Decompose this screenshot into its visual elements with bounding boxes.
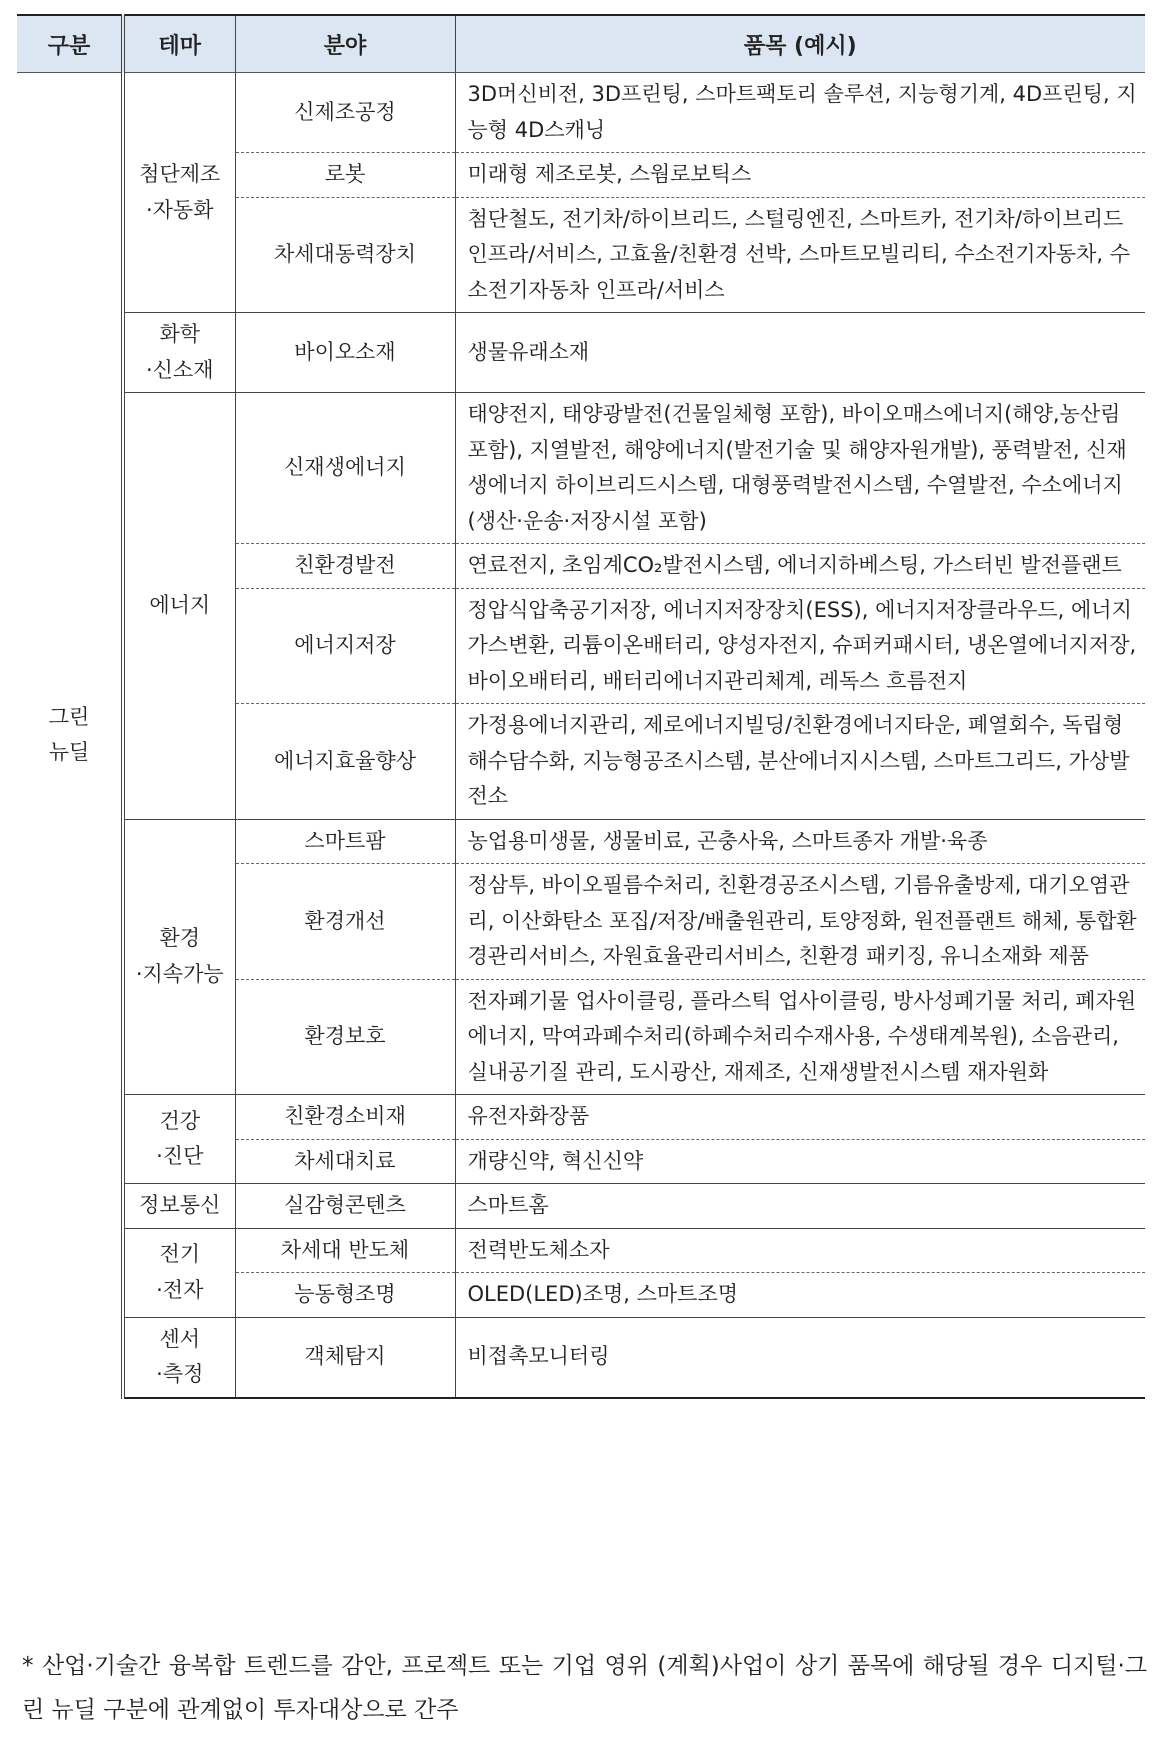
theme-cell: 센서 ·측정 — [123, 1317, 235, 1398]
items-cell: 정압식압축공기저장, 에너지저장장치(ESS), 에너지저장클라우드, 에너지가스변환, 리튬이온배터리, 양성자전지, 슈퍼커패시터, 냉온열에너지저장, 바이오배터리, 배터리에너지관리체계, 레독스 흐름전지 — [455, 588, 1145, 704]
table-container — [17, 14, 1145, 1399]
field-cell: 친환경발전 — [235, 544, 455, 589]
table-body — [17, 73, 1145, 1398]
field-cell: 차세대 반도체 — [235, 1228, 455, 1273]
theme-cell: 첨단제조 ·자동화 — [123, 73, 235, 313]
items-cell: 전력반도체소자 — [455, 1228, 1145, 1273]
items-cell: 유전자화장품 — [455, 1095, 1145, 1140]
table-row — [17, 1317, 1145, 1398]
table-row — [17, 1184, 1145, 1229]
investment-items-table — [17, 14, 1145, 1399]
items-cell: 첨단철도, 전기차/하이브리드, 스털링엔진, 스마트카, 전기차/하이브리드 인프라/서비스, 고효율/친환경 선박, 스마트모빌리티, 수소전기자동차, 수소전기자동차 인프라/서비스 — [455, 197, 1145, 313]
table-row — [17, 819, 1145, 864]
field-cell: 능동형조명 — [235, 1273, 455, 1318]
table-row — [17, 1095, 1145, 1140]
table-row — [17, 73, 1145, 153]
items-cell: 정삼투, 바이오필름수처리, 친환경공조시스템, 기름유출방제, 대기오염관리, 이산화탄소 포집/저장/배출원관리, 토양정화, 원전플랜트 해체, 통합환경관리서비스, 자원효율관리서비스, 친환경 패키징, 유니소재화 제품 — [455, 864, 1145, 980]
items-cell: 3D머신비전, 3D프린팅, 스마트팩토리 솔루션, 지능형기계, 4D프린팅, 지능형 4D스캐닝 — [455, 73, 1145, 153]
items-cell: 스마트홈 — [455, 1184, 1145, 1229]
items-cell: 전자폐기물 업사이클링, 플라스틱 업사이클링, 방사성폐기물 처리, 폐자원에너지, 막여과폐수처리(하폐수처리수재사용, 수생태계복원), 소음관리, 실내공기질 관리, 도시광산, 재제조, 신재생발전시스템 재자원화 — [455, 979, 1145, 1095]
theme-cell: 전기 ·전자 — [123, 1228, 235, 1317]
table-row — [17, 1228, 1145, 1273]
header-division: 구분 — [17, 15, 123, 73]
field-cell: 객체탐지 — [235, 1317, 455, 1398]
field-cell: 로봇 — [235, 153, 455, 198]
items-cell: 가정용에너지관리, 제로에너지빌딩/친환경에너지타운, 폐열회수, 독립형해수담수화, 지능형공조시스템, 분산에너지시스템, 스마트그리드, 가상발전소 — [455, 704, 1145, 820]
theme-cell: 건강 ·진단 — [123, 1095, 235, 1184]
header-field: 분야 — [235, 15, 455, 73]
theme-cell: 화학 ·신소재 — [123, 313, 235, 393]
field-cell: 친환경소비재 — [235, 1095, 455, 1140]
field-cell: 실감형콘텐츠 — [235, 1184, 455, 1229]
items-cell: 태양전지, 태양광발전(건물일체형 포함), 바이오매스에너지(해양,농산림 포함), 지열발전, 해양에너지(발전기술 및 해양자원개발), 풍력발전, 신재생에너지 하이브리드시스템, 대형풍력발전시스템, 수열발전, 수소에너지(생산·운송·저장시설 포함) — [455, 393, 1145, 544]
items-cell: OLED(LED)조명, 스마트조명 — [455, 1273, 1145, 1318]
field-cell: 신재생에너지 — [235, 393, 455, 544]
header-items: 품목 (예시) — [455, 15, 1145, 73]
items-cell: 미래형 제조로봇, 스웜로보틱스 — [455, 153, 1145, 198]
field-cell: 에너지효율향상 — [235, 704, 455, 820]
header-row — [17, 15, 1145, 73]
division-cell: 그린 뉴딜 — [48, 704, 90, 765]
items-cell: 생물유래소재 — [455, 313, 1145, 393]
theme-cell: 정보통신 — [123, 1184, 235, 1229]
items-cell: 개량신약, 혁신신약 — [455, 1139, 1145, 1184]
field-cell: 환경보호 — [235, 979, 455, 1095]
field-cell: 바이오소재 — [235, 313, 455, 393]
theme-cell: 에너지 — [123, 393, 235, 820]
table-row — [17, 313, 1145, 393]
field-cell: 차세대치료 — [235, 1139, 455, 1184]
header-theme: 테마 — [123, 15, 235, 73]
footnote: * 산업·기술간 융복합 트렌드를 감안, 프로젝트 또는 기업 영위 (계획)사업이 상기 품목에 해당될 경우 디지털·그린 뉴딜 구분에 관계없이 투자대상으로 간주 — [22, 1653, 1147, 1723]
theme-cell: 환경 ·지속가능 — [123, 819, 235, 1095]
field-cell: 차세대동력장치 — [235, 197, 455, 313]
field-cell: 신제조공정 — [235, 73, 455, 153]
field-cell: 스마트팜 — [235, 819, 455, 864]
field-cell: 에너지저장 — [235, 588, 455, 704]
table-row — [17, 393, 1145, 544]
field-cell: 환경개선 — [235, 864, 455, 980]
items-cell: 농업용미생물, 생물비료, 곤충사육, 스마트종자 개발·육종 — [455, 819, 1145, 864]
items-cell: 비접촉모니터링 — [455, 1317, 1145, 1398]
items-cell: 연료전지, 초임계CO₂발전시스템, 에너지하베스팅, 가스터빈 발전플랜트 — [455, 544, 1145, 589]
